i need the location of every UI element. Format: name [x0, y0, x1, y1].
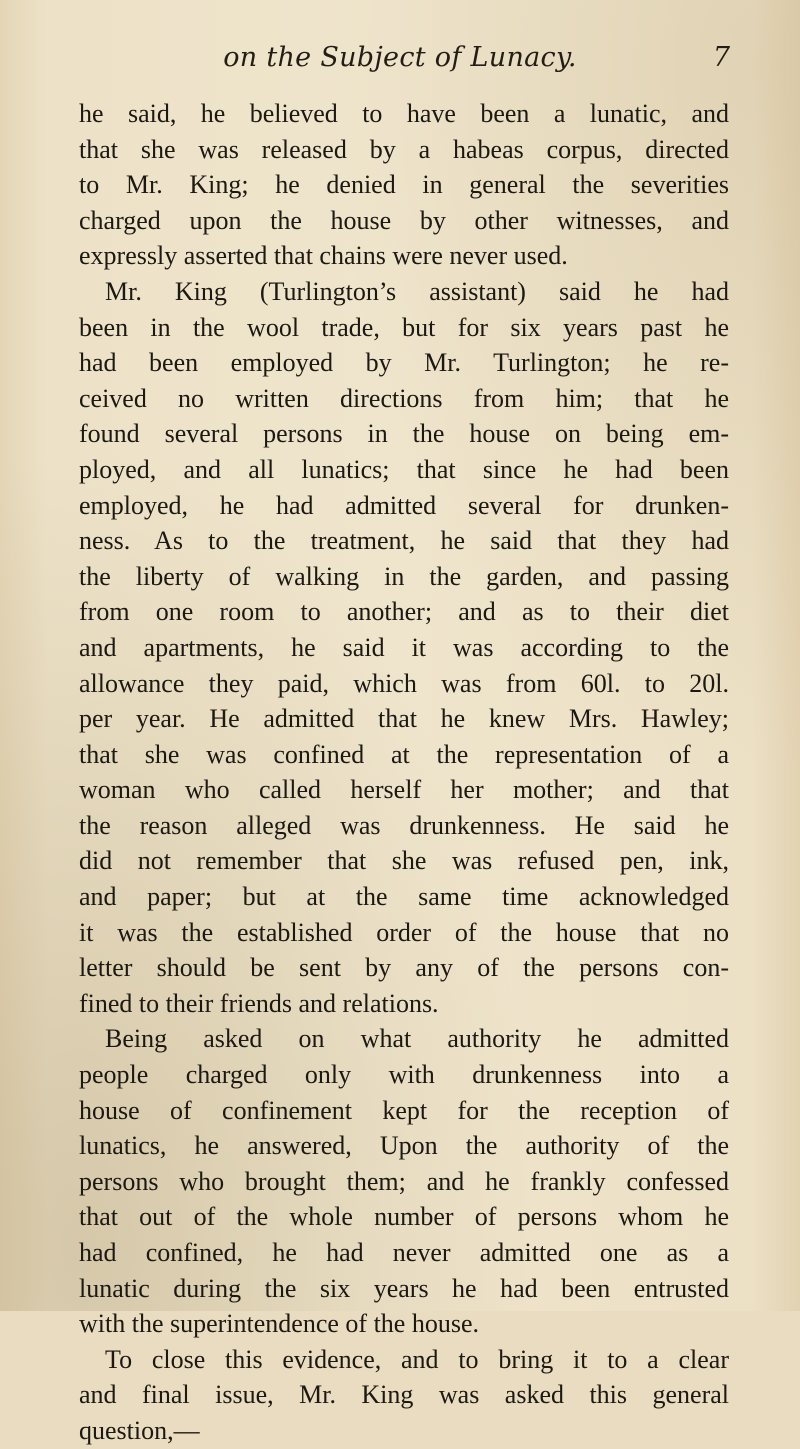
text-line: expressly asserted that chains were never used.	[79, 241, 568, 271]
text-line: that she was released by a habeas corpus, directed	[79, 134, 729, 164]
text-line: and paper; but at the same time acknowledged	[79, 882, 729, 912]
text-line: had confined, he had never admitted one as a	[79, 1238, 729, 1267]
text-line: been in the wool trade, but for six years past he	[79, 312, 729, 342]
text-line: had been employed by Mr. Turlington; he re-	[79, 348, 729, 378]
text-line: ceived no written directions from him; that he	[79, 383, 729, 413]
running-head	[0, 40, 800, 80]
text-line: ness. As to the treatment, he said that they had	[79, 526, 729, 556]
text-line: Mr. King (Turlington’s assistant) said he had	[105, 276, 729, 306]
text-line: the liberty of walking in the garden, and passing	[79, 561, 729, 591]
paragraph-2	[79, 274, 729, 1021]
text-line: per year. He admitted that he knew Mrs. Hawley;	[79, 704, 729, 734]
text-line: that she was confined at the representation of a	[79, 739, 729, 769]
text-line: allowance they paid, which was from 60l. to 20l.	[79, 668, 729, 698]
text-line: he said, he believed to have been a lunatic, and	[79, 99, 729, 128]
text-line: with the superintendence of the house.	[79, 1309, 479, 1339]
running-title: on the Subject of Lunacy.	[223, 42, 577, 73]
paragraph-3	[79, 1021, 729, 1341]
text-line: employed, he had admitted several for drunken-	[79, 490, 729, 520]
body-text	[79, 96, 729, 1449]
text-line: did not remember that she was refused pen, ink,	[79, 846, 729, 876]
text-line: and final issue, Mr. King was asked this general	[79, 1380, 729, 1410]
text-line: ployed, and all lunatics; that since he had been	[79, 454, 729, 484]
text-line: letter should be sent by any of the persons con-	[79, 953, 729, 983]
text-line: woman who called herself her mother; and that	[79, 775, 729, 805]
text-line: persons who brought them; and he frankly confessed	[79, 1166, 729, 1196]
text-line: that out of the whole number of persons whom he	[79, 1202, 729, 1232]
paragraph-4	[79, 1342, 729, 1449]
text-line: the reason alleged was drunkenness. He said he	[79, 810, 729, 840]
text-line: question,—	[79, 1415, 200, 1445]
text-line: lunatics, he answered, Upon the authority of the	[79, 1131, 729, 1161]
text-line: lunatic during the six years he had been entrusted	[79, 1273, 729, 1303]
paragraph-1	[79, 96, 729, 274]
text-line: and apartments, he said it was according to the	[79, 632, 729, 662]
text-line: To close this evidence, and to bring it to a clear	[105, 1344, 729, 1374]
text-line: Being asked on what authority he admitted	[105, 1024, 729, 1054]
text-line: from one room to another; and as to their diet	[79, 597, 729, 627]
text-line: found several persons in the house on being em-	[79, 419, 729, 449]
page-number: 7	[712, 42, 730, 73]
text-line: house of confinement kept for the reception of	[79, 1095, 729, 1125]
text-line: it was the established order of the house that no	[79, 917, 729, 947]
text-line: fined to their friends and relations.	[79, 988, 439, 1018]
text-line: to Mr. King; he denied in general the severities	[79, 170, 729, 200]
text-line: charged upon the house by other witnesses, and	[79, 205, 729, 235]
text-line: people charged only with drunkenness into a	[79, 1060, 729, 1090]
